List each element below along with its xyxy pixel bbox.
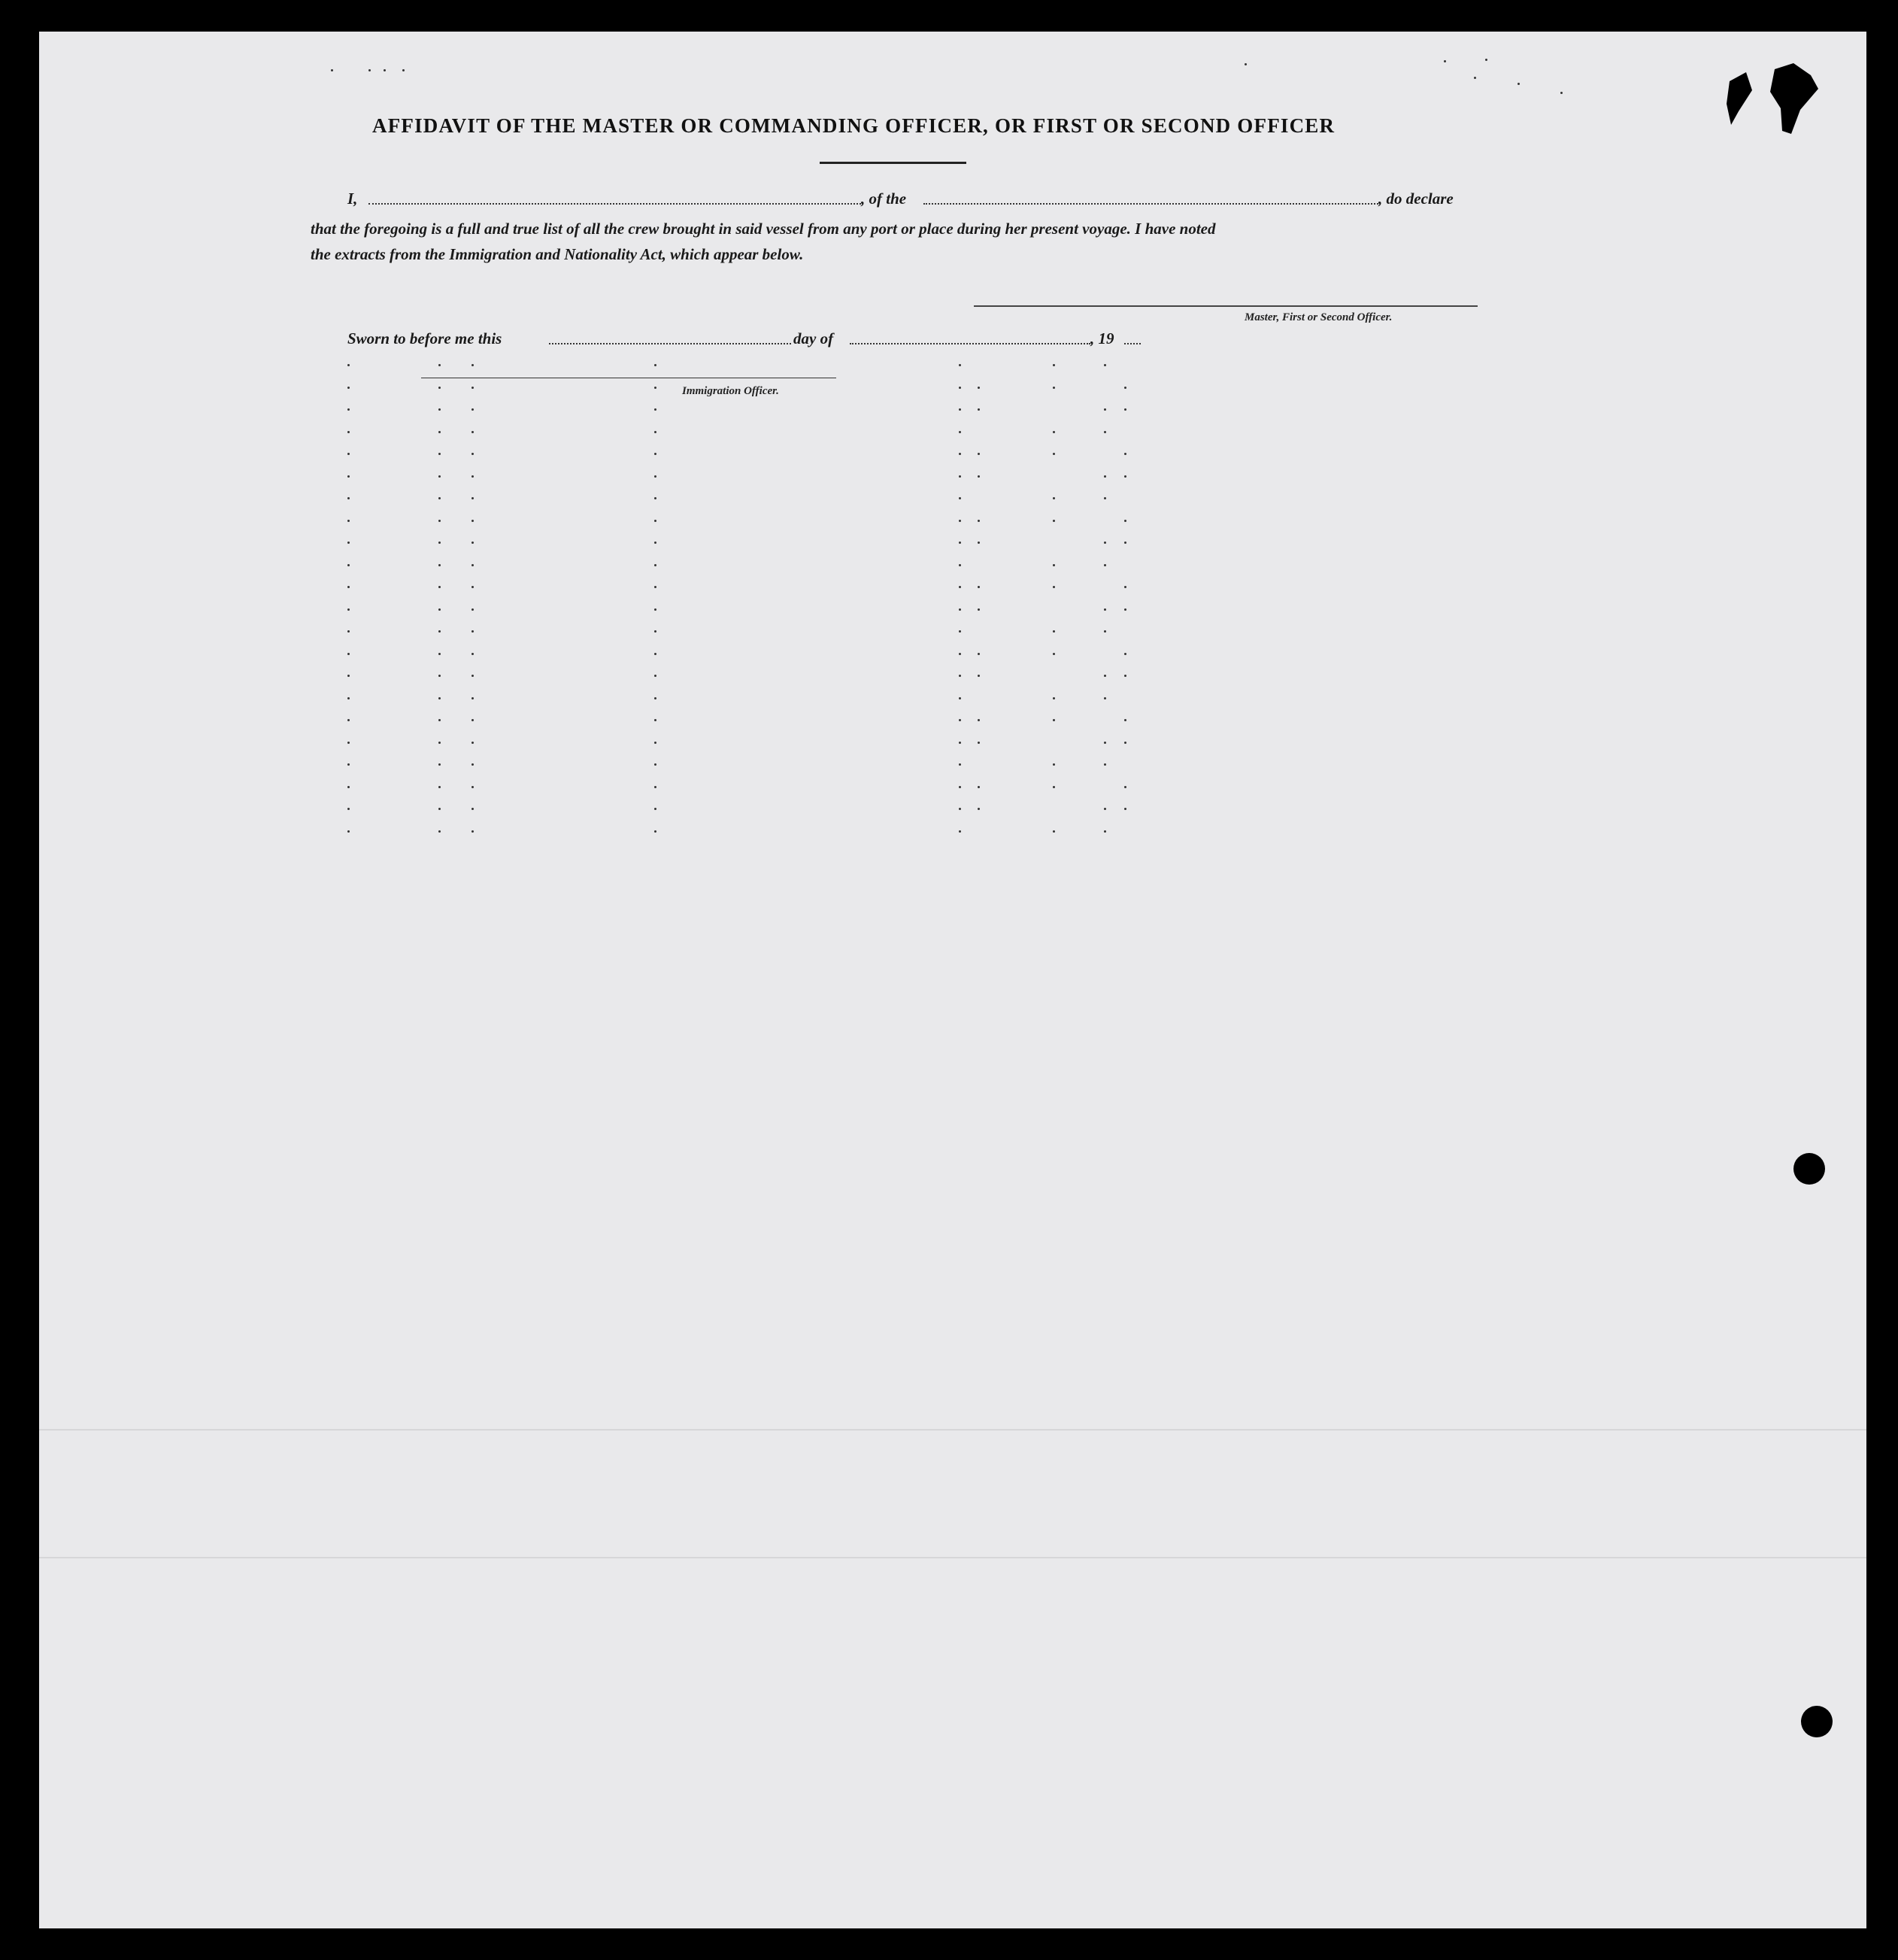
column-dot — [654, 408, 656, 411]
column-dot — [959, 475, 961, 478]
column-dot — [1124, 586, 1126, 588]
column-dot — [978, 653, 980, 655]
column-dot — [654, 608, 656, 611]
column-dot — [471, 830, 474, 833]
column-dot — [438, 630, 441, 633]
column-dot — [1104, 675, 1106, 677]
column-dot — [471, 653, 474, 655]
column-dot — [438, 453, 441, 455]
column-dot — [654, 542, 656, 544]
ink-blot-icon — [1722, 59, 1835, 141]
column-dot — [471, 742, 474, 744]
column-dot — [1053, 786, 1055, 788]
column-dot — [1053, 630, 1055, 633]
column-dot — [1124, 675, 1126, 677]
column-dot — [438, 364, 441, 366]
column-dot — [1053, 431, 1055, 433]
declaration-line-3: the extracts from the Immigration and Nationality Act, which appear below. — [311, 245, 804, 263]
column-dot — [959, 697, 961, 699]
column-dot — [1053, 697, 1055, 699]
column-dot — [959, 786, 961, 788]
column-dot — [347, 742, 350, 744]
column-dot — [1104, 364, 1106, 366]
column-dot — [959, 742, 961, 744]
column-dot — [1053, 453, 1055, 455]
column-dot — [959, 364, 961, 366]
declaration-line-2: that the foregoing is a full and true list of all the crew brought in said vessel from any port or place during her present voyage. I have noted — [311, 220, 1216, 238]
column-dot — [347, 630, 350, 633]
column-dot — [438, 608, 441, 611]
column-dot — [471, 786, 474, 788]
column-dot — [978, 542, 980, 544]
column-dot — [438, 475, 441, 478]
column-dot — [959, 542, 961, 544]
column-dot — [1124, 808, 1126, 810]
speck — [402, 69, 405, 71]
column-dot — [347, 387, 350, 389]
column-dot — [959, 763, 961, 766]
column-dot — [438, 697, 441, 699]
column-dot — [1053, 564, 1055, 566]
column-dot — [471, 364, 474, 366]
column-dot — [1053, 497, 1055, 499]
column-dot — [1124, 608, 1126, 611]
column-dot — [978, 675, 980, 677]
column-dot — [438, 431, 441, 433]
column-dot — [1053, 520, 1055, 522]
column-dot — [347, 475, 350, 478]
column-dot — [654, 364, 656, 366]
column-dot — [438, 520, 441, 522]
column-dot — [1104, 497, 1106, 499]
sworn-month-fill-line[interactable] — [850, 343, 1090, 344]
column-dot — [347, 520, 350, 522]
column-dot — [1124, 542, 1126, 544]
column-dot — [654, 630, 656, 633]
column-dot — [654, 675, 656, 677]
column-dot — [471, 408, 474, 411]
column-dot — [347, 763, 350, 766]
column-dot — [1053, 763, 1055, 766]
column-dot — [438, 786, 441, 788]
officer-signature-caption: Immigration Officer. — [682, 385, 779, 397]
column-dot — [471, 453, 474, 455]
column-dot — [347, 653, 350, 655]
speck — [384, 69, 386, 71]
speck — [1474, 77, 1476, 79]
column-dot — [347, 719, 350, 721]
column-dot — [1053, 719, 1055, 721]
column-dot — [471, 608, 474, 611]
column-dot — [471, 520, 474, 522]
column-dot — [1053, 387, 1055, 389]
column-dot — [471, 719, 474, 721]
column-dot — [347, 586, 350, 588]
column-dot — [959, 653, 961, 655]
column-dot — [978, 453, 980, 455]
column-dot — [978, 786, 980, 788]
column-dot — [347, 497, 350, 499]
column-dot — [1053, 586, 1055, 588]
column-dot — [654, 475, 656, 478]
column-dot — [438, 742, 441, 744]
column-dot — [347, 431, 350, 433]
column-dot — [347, 697, 350, 699]
column-dot — [978, 475, 980, 478]
column-dot — [1124, 786, 1126, 788]
speck — [1560, 92, 1563, 94]
master-signature-line[interactable] — [974, 305, 1478, 307]
column-dot — [1104, 475, 1106, 478]
column-dot — [959, 719, 961, 721]
column-dot — [471, 697, 474, 699]
column-dot — [978, 719, 980, 721]
do-declare-label: , do declare — [1378, 190, 1454, 208]
name-fill-line[interactable] — [368, 203, 861, 205]
column-dot — [471, 808, 474, 810]
year-fill-line[interactable] — [1124, 343, 1141, 344]
column-dot — [1053, 364, 1055, 366]
column-dot — [1124, 653, 1126, 655]
column-dot — [438, 387, 441, 389]
column-dot — [1124, 742, 1126, 744]
column-dot — [654, 763, 656, 766]
column-dot — [471, 542, 474, 544]
column-dot — [959, 387, 961, 389]
column-dot — [959, 608, 961, 611]
column-dot — [654, 564, 656, 566]
column-dot — [1104, 808, 1106, 810]
column-dot — [654, 830, 656, 833]
column-dot — [1104, 564, 1106, 566]
speck — [1517, 83, 1520, 85]
column-dot — [1104, 697, 1106, 699]
column-dot — [1104, 830, 1106, 833]
column-dot — [978, 742, 980, 744]
column-dot — [471, 564, 474, 566]
column-dot — [438, 675, 441, 677]
speck — [331, 69, 333, 71]
column-dot — [438, 653, 441, 655]
of-the-label: , of the — [861, 190, 907, 208]
fold-line — [39, 1557, 1866, 1558]
punch-hole — [1793, 1153, 1825, 1185]
column-dot — [438, 497, 441, 499]
column-dot — [438, 408, 441, 411]
speck — [368, 69, 371, 71]
column-dot — [978, 608, 980, 611]
column-dot — [1124, 387, 1126, 389]
column-dot — [654, 742, 656, 744]
vessel-fill-line[interactable] — [923, 203, 1378, 205]
column-dot — [654, 520, 656, 522]
column-dot — [654, 653, 656, 655]
column-dot — [1124, 408, 1126, 411]
column-dot — [347, 542, 350, 544]
speck — [1245, 63, 1247, 65]
column-dot — [654, 719, 656, 721]
column-dot — [959, 630, 961, 633]
column-dot — [347, 564, 350, 566]
column-dot — [978, 808, 980, 810]
sworn-prefix: Sworn to before me this — [347, 329, 502, 347]
column-dot — [347, 453, 350, 455]
column-dot — [1104, 542, 1106, 544]
column-dot — [959, 675, 961, 677]
column-dot — [1104, 408, 1106, 411]
column-dot — [471, 497, 474, 499]
column-dot — [438, 542, 441, 544]
column-dot — [347, 786, 350, 788]
column-dot — [471, 387, 474, 389]
column-dot — [347, 808, 350, 810]
fold-line — [39, 1429, 1866, 1431]
document-page — [39, 32, 1866, 1928]
column-dot — [1124, 520, 1126, 522]
master-signature-caption: Master, First or Second Officer. — [1245, 311, 1393, 323]
column-dot — [1124, 719, 1126, 721]
column-dot — [471, 475, 474, 478]
column-dot — [1124, 475, 1126, 478]
column-dot — [654, 387, 656, 389]
declaration-pronoun: I, — [347, 190, 358, 208]
column-dot — [471, 763, 474, 766]
column-dot — [1104, 630, 1106, 633]
column-dot — [959, 453, 961, 455]
column-dot — [959, 431, 961, 433]
column-dot — [347, 675, 350, 677]
column-dot — [978, 408, 980, 411]
column-dot — [654, 497, 656, 499]
column-dot — [438, 808, 441, 810]
day-of-label: day of — [793, 329, 834, 347]
speck — [1444, 60, 1446, 62]
column-dot — [959, 497, 961, 499]
column-dot — [978, 586, 980, 588]
column-dot — [654, 786, 656, 788]
column-dot — [347, 408, 350, 411]
column-dot — [438, 763, 441, 766]
column-dot — [438, 719, 441, 721]
column-dot — [959, 586, 961, 588]
title-underline — [820, 162, 966, 164]
column-dot — [1124, 453, 1126, 455]
column-dot — [471, 431, 474, 433]
column-dot — [347, 364, 350, 366]
column-dot — [978, 387, 980, 389]
column-dot — [471, 586, 474, 588]
sworn-day-fill-line[interactable] — [549, 343, 791, 344]
column-dot — [959, 520, 961, 522]
column-dot — [1053, 653, 1055, 655]
column-dot — [347, 608, 350, 611]
column-dot — [654, 697, 656, 699]
column-dot — [959, 408, 961, 411]
column-dot — [347, 830, 350, 833]
column-dot — [978, 520, 980, 522]
column-dot — [438, 564, 441, 566]
column-dot — [1104, 742, 1106, 744]
column-dot — [959, 830, 961, 833]
column-dot — [1104, 431, 1106, 433]
column-dot — [1053, 830, 1055, 833]
column-dot — [1104, 608, 1106, 611]
column-dot — [654, 586, 656, 588]
affidavit-title: AFFIDAVIT OF THE MASTER OR COMMANDING OFFICER, OR FIRST OR SECOND OFFICER — [372, 114, 1336, 137]
column-dot — [959, 808, 961, 810]
column-dot — [438, 830, 441, 833]
column-dot — [654, 431, 656, 433]
column-dot — [654, 808, 656, 810]
column-dot — [471, 675, 474, 677]
column-dot — [471, 630, 474, 633]
column-dot — [1104, 763, 1106, 766]
column-dot — [959, 564, 961, 566]
column-dot — [438, 586, 441, 588]
speck — [1485, 59, 1487, 61]
column-dot — [654, 453, 656, 455]
year-prefix: , 19 — [1090, 329, 1114, 347]
punch-hole — [1801, 1706, 1833, 1737]
